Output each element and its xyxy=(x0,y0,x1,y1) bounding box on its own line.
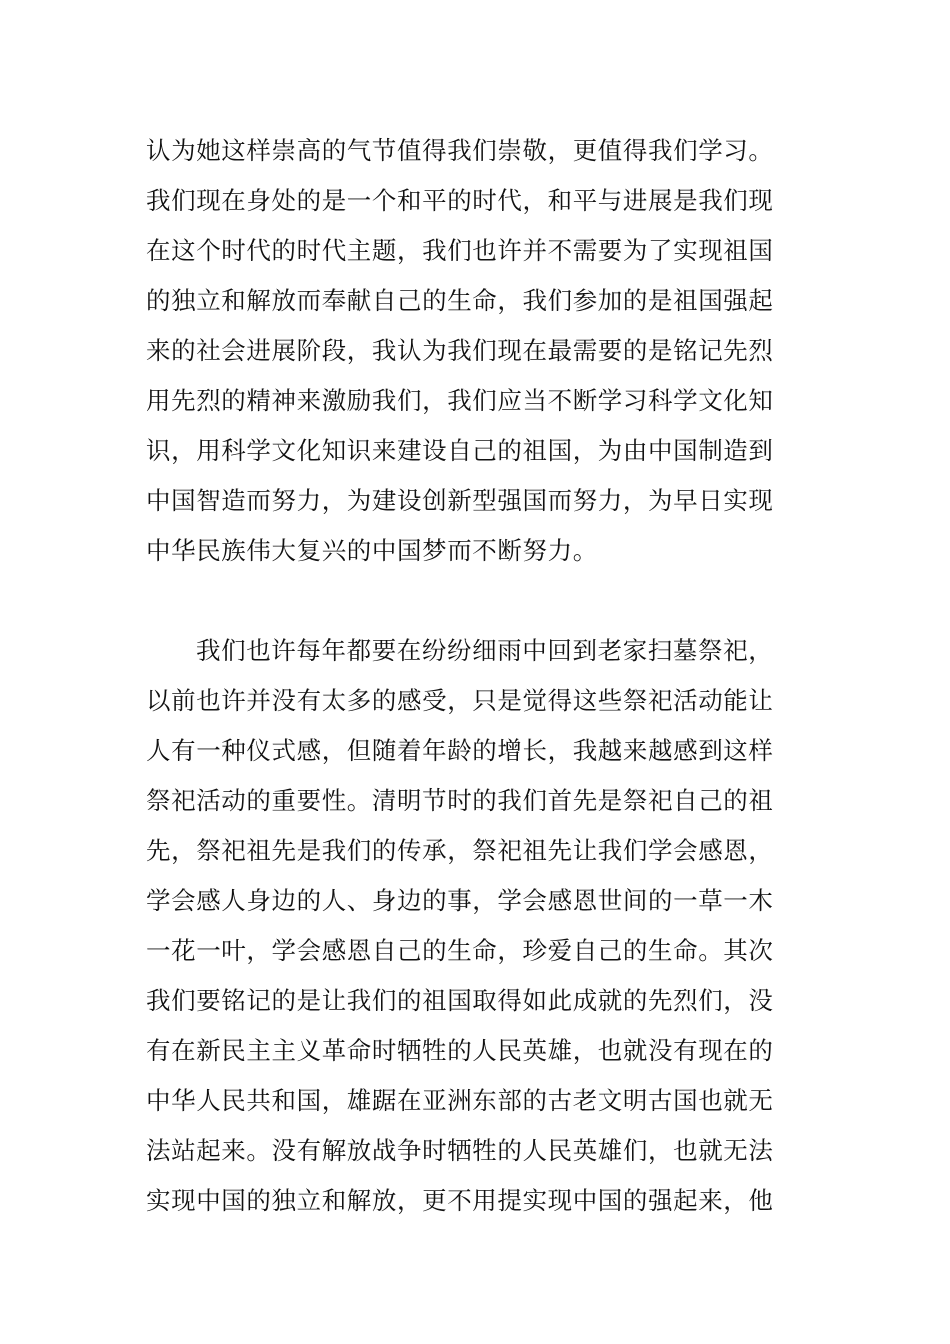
text-line: 识，用科学文化知识来建设自己的祖国，为由中国制造到 xyxy=(146,436,774,465)
text-line: 我们要铭记的是让我们的祖国取得如此成就的先烈们，没 xyxy=(146,986,774,1015)
text-line: 以前也许并没有太多的感受，只是觉得这些祭祀活动能让 xyxy=(146,686,774,715)
text-line-indented: 我们也许每年都要在纷纷细雨中回到老家扫墓祭祀， xyxy=(196,636,774,665)
text-line: 中华人民共和国，雄踞在亚洲东部的古老文明古国也就无 xyxy=(146,1086,774,1115)
paragraph-1 xyxy=(146,126,816,576)
text-line: 先，祭祀祖先是我们的传承，祭祀祖先让我们学会感恩， xyxy=(146,836,774,865)
text-line: 来的社会进展阶段，我认为我们现在最需要的是铭记先烈 xyxy=(146,336,774,365)
text-line: 中国智造而努力，为建设创新型强国而努力，为早日实现 xyxy=(146,486,774,515)
text-line: 我们现在身处的是一个和平的时代，和平与进展是我们现 xyxy=(146,186,774,215)
text-line: 用先烈的精神来激励我们，我们应当不断学习科学文化知 xyxy=(146,386,774,415)
text-line: 学会感人身边的人、身边的事，学会感恩世间的一草一木 xyxy=(146,886,774,915)
text-line: 有在新民主主义革命时牺牲的人民英雄，也就没有现在的 xyxy=(146,1036,774,1065)
text-line: 法站起来。没有解放战争时牺牲的人民英雄们，也就无法 xyxy=(146,1136,774,1165)
paragraph-2 xyxy=(146,626,816,1226)
text-line: 实现中国的独立和解放，更不用提实现中国的强起来，他 xyxy=(146,1186,774,1215)
text-line: 认为她这样崇高的气节值得我们崇敬，更值得我们学习。 xyxy=(146,136,774,165)
text-line: 一花一叶，学会感恩自己的生命，珍爱自己的生命。其次 xyxy=(146,936,774,965)
text-line: 祭祀活动的重要性。清明节时的我们首先是祭祀自己的祖 xyxy=(146,786,774,815)
text-line: 在这个时代的时代主题，我们也许并不需要为了实现祖国 xyxy=(146,236,774,265)
text-line: 人有一种仪式感，但随着年龄的增长，我越来越感到这样 xyxy=(146,736,774,765)
text-line: 中华民族伟大复兴的中国梦而不断努力。 xyxy=(146,536,598,565)
text-line: 的独立和解放而奉献自己的生命，我们参加的是祖国强起 xyxy=(146,286,774,315)
